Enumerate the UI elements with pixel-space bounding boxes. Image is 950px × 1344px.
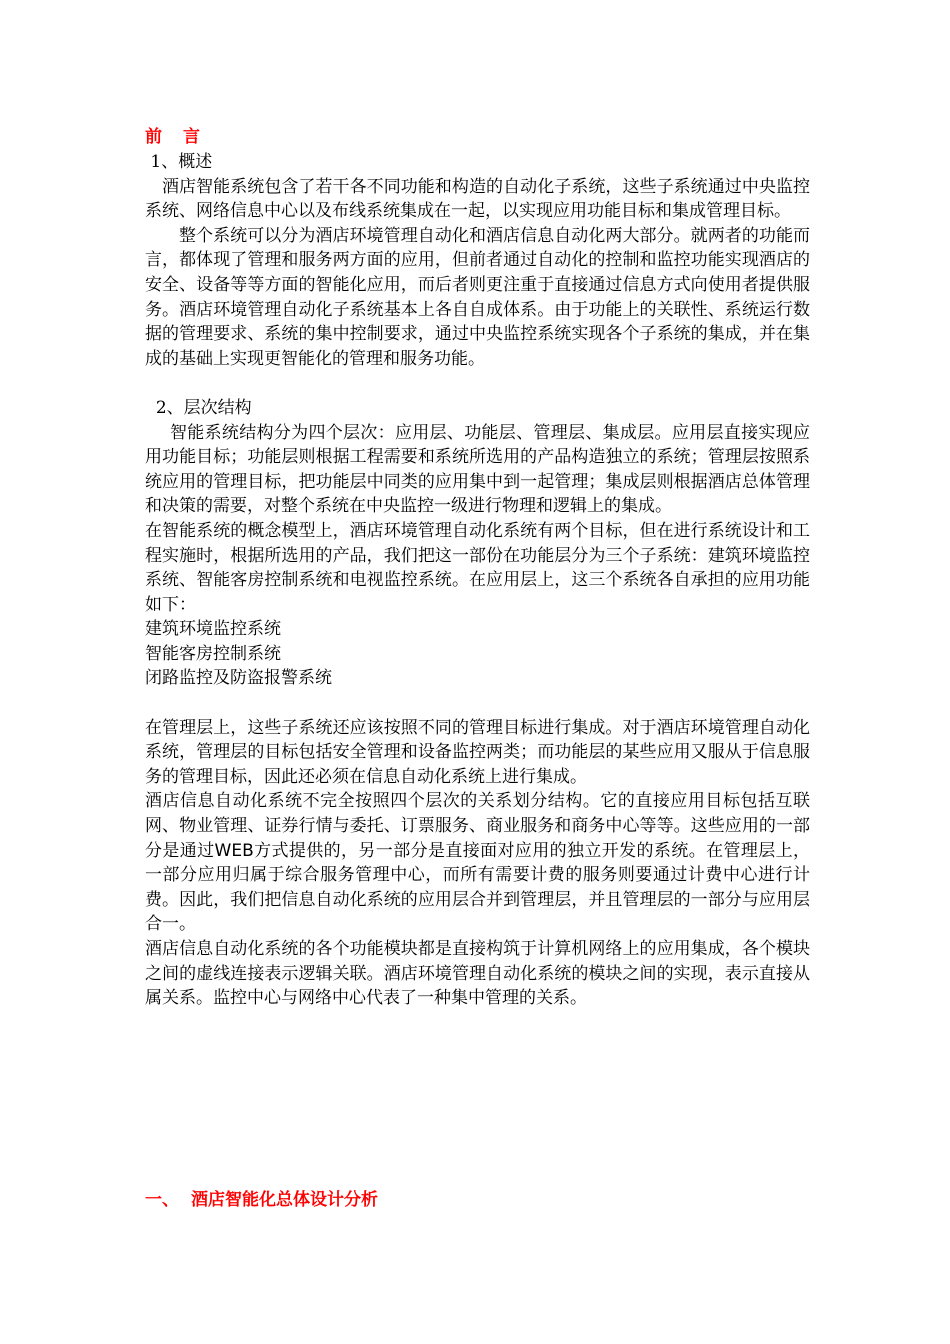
section-heading-overview: 1、概述 [150, 152, 213, 172]
list-item: 闭路监控及防盗报警系统 [145, 668, 332, 689]
page-title [145, 124, 810, 150]
paragraph-overview-1: 酒店智能系统包含了若干各不同功能和构造的自动化子系统，这些子系统通过中央监控系统、网络信息中心以及布线系统集成在一起，以实现应用功能目标和集成管理目标。 [145, 176, 810, 222]
blank-line [145, 691, 810, 716]
paragraph-structure-3: 在管理层上，这些子系统还应该按照不同的管理目标进行集成。对于酒店环境管理自动化系统，管理层的目标包括安全管理和设备监控两类；而功能层的某些应用又服从于信息服务的管理目标，因此还必须在信息自动化系统上进行集成。 [145, 717, 810, 787]
chapter-title: 酒店智能化总体设计分析 [191, 1190, 378, 1210]
paragraph-structure-5: 酒店信息自动化系统的各个功能模块都是直接构筑于计算机网络上的应用集成，各个模块之间的虚线连接表示逻辑关联。酒店环境管理自动化系统的模块之间的实现，表示直接从属关系。监控中心与网络中心代表了一种集中管理的关系。 [145, 939, 810, 1009]
blank-line [145, 371, 810, 396]
list-item: 智能客房控制系统 [145, 643, 281, 664]
document-body [145, 124, 810, 1011]
title-char-1: 前 [145, 127, 163, 147]
paragraph-structure-1: 智能系统结构分为四个层次：应用层、功能层、管理层、集成层。应用层直接实现应用功能目标；功能层则根据工程需要和系统所选用的产品构造独立的系统；管理层按照系统应用的管理目标，把功能层中同类的应用集中到一起管理；集成层则根据酒店总体管理和决策的需要，对整个系统在中央监控一级进行物理和逻辑上的集成。 [145, 422, 810, 517]
web-term: WEB [214, 840, 254, 861]
paragraph-structure-4: 酒店信息自动化系统不完全按照四个层次的关系划分结构。它的直接应用目标包括互联网、物业管理、证券行情与委托、订票服务、商业服务和商务中心等等。这些应用的一部分是通过WEB方式提供的，另一部分是直接面对应用的独立开发的系统。在管理层上，一部分应用归属于综合服务管理中心，而所有需要计费的服务则要通过计费中心进行计费。因此，我们把信息自动化系统的应用层合并到管理层，并且管理层的一部分与应用层合一。 [145, 791, 810, 935]
chapter-heading [145, 1187, 378, 1213]
chapter-number: 一、 [145, 1190, 179, 1210]
title-char-2: 言 [183, 127, 201, 147]
paragraph-structure-2: 在智能系统的概念模型上，酒店环境管理自动化系统有两个目标，但在进行系统设计和工程实施时，根据所选用的产品，我们把这一部份在功能层分为三个子系统：建筑环境监控系统、智能客房控制系统和电视监控系统。在应用层上，这三个系统各自承担的应用功能如下： [145, 520, 810, 615]
section-heading-structure: 2、层次结构 [155, 397, 252, 418]
paragraph-overview-2: 整个系统可以分为酒店环境管理自动化和酒店信息自动化两大部分。就两者的功能而言，都体现了管理和服务两方面的应用，但前者通过自动化的控制和监控功能实现酒店的安全、设备等等方面的智能化应用，而后者则更注重于直接通过信息方式向使用者提供服务。酒店环境管理自动化子系统基本上各自自成体系。由于功能上的关联性、系统运行数据的管理要求、系统的集中控制要求，通过中央监控系统实现各个子系统的集成，并在集成的基础上实现更智能化的管理和服务功能。 [145, 225, 810, 369]
list-item: 建筑环境监控系统 [145, 619, 281, 640]
